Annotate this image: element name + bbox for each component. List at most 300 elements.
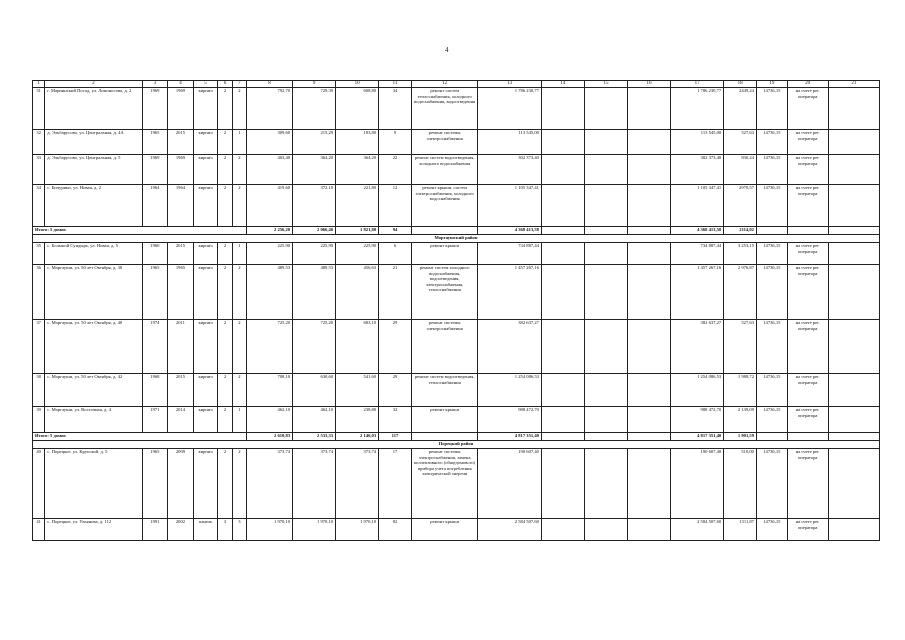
table-cell: на счете рег. оператора [787, 243, 828, 265]
table-cell [828, 243, 879, 265]
table-cell: с. Моргауши, ул. 50 лет Октября, д. 42 [45, 374, 142, 407]
table-cell [541, 243, 584, 265]
table-cell: 1965 [142, 265, 168, 320]
table-cell: 14736,15 [756, 185, 787, 227]
table-cell: 2 [232, 185, 246, 227]
table-cell [828, 519, 879, 541]
table-cell: 1 254 086,53 [670, 374, 723, 407]
table-row [33, 265, 880, 320]
table-cell: с. Моргауши, ул. 50 лет Октября, д. 30 [45, 265, 142, 320]
table-cell: 6 [379, 243, 412, 265]
table-cell: 2 584 507,60 [670, 519, 723, 541]
table-cell: 34 [379, 88, 412, 130]
table-cell [584, 374, 627, 407]
table-cell: 2002 [168, 519, 194, 541]
table-cell: 1969 [168, 155, 194, 185]
table-cell: 14736,15 [756, 449, 787, 519]
table-cell: 13 [478, 81, 541, 88]
table-cell [411, 227, 478, 235]
table-cell: ремонт системы электроснабжения, замена коллективного (общедомового) прибора учета потребления электрической энергии [411, 449, 478, 519]
table-cell: 2 584 507,60 [478, 519, 541, 541]
table-cell: 1 786 230,77 [478, 88, 541, 130]
table-cell: 2 [218, 130, 232, 155]
region-header-row [33, 441, 880, 449]
table-cell: 489,53 [247, 265, 293, 320]
table-cell: 2015 [168, 130, 194, 155]
table-cell: ремонт систем холодного водоснабжения, водоотведения, электроснабжения, теплоснабжения [411, 265, 478, 320]
table-cell [828, 407, 879, 433]
table-cell: кирпич [193, 320, 218, 374]
table-cell [584, 243, 627, 265]
table-cell: 2 139,09 [724, 407, 757, 433]
table-cell: 215,29 [293, 130, 336, 155]
table-cell: 2 976,87 [724, 265, 757, 320]
table-cell: 1 457 267,16 [670, 265, 723, 320]
table-cell: 2 [218, 265, 232, 320]
table-cell [627, 407, 670, 433]
table-cell: 1 105 347,41 [670, 185, 723, 227]
table-row [33, 185, 880, 227]
table-cell [584, 407, 627, 433]
table-cell: 1 970,10 [293, 519, 336, 541]
table-cell: Итого: 5 домов [33, 433, 247, 441]
table-cell: 41 [33, 519, 45, 541]
table-cell: 22 [379, 155, 412, 185]
table-cell: 9 [293, 81, 336, 88]
table-cell: 12 [411, 81, 478, 88]
table-row [33, 449, 880, 519]
table-cell: 225,90 [293, 243, 336, 265]
table-cell: на счете рег. оператора [787, 519, 828, 541]
table-cell: 1 970,10 [247, 519, 293, 541]
table-cell: 2 [218, 243, 232, 265]
table-cell: 302 373,40 [478, 155, 541, 185]
table-cell [584, 130, 627, 155]
table-cell: 373,74 [336, 449, 379, 519]
table-cell: 2449,24 [724, 88, 757, 130]
table-cell: 372,10 [293, 185, 336, 227]
table-cell [627, 519, 670, 541]
table-cell: 29 [379, 320, 412, 374]
table-cell [541, 227, 584, 235]
table-cell: 2 [232, 265, 246, 320]
table-cell: 183,80 [336, 130, 379, 155]
table-cell: 35 [33, 243, 45, 265]
table-cell: 2009 [168, 449, 194, 519]
table-cell: ремонт крыши [411, 407, 478, 433]
table-cell: 2 610,83 [247, 433, 293, 441]
table-cell: с. Порецкое, ул. Крупской, д. 5 [45, 449, 142, 519]
table-cell: 20 [787, 81, 828, 88]
table-cell: 225,90 [247, 243, 293, 265]
table-cell: кирпич [193, 265, 218, 320]
table-cell: ремонт крыши [411, 519, 478, 541]
table-cell: 988 472,70 [478, 407, 541, 433]
table-cell: 11 [379, 81, 412, 88]
table-cell: 117 [379, 433, 412, 441]
table-cell: 1991 [142, 519, 168, 541]
table-cell: 17 [670, 81, 723, 88]
table-cell: 33 [33, 155, 45, 185]
table-cell: 14736,15 [756, 130, 787, 155]
table-cell: на счете рег. оператора [787, 407, 828, 433]
table-cell [584, 155, 627, 185]
table-cell: 302 373,40 [670, 155, 723, 185]
column-number-row [33, 81, 880, 88]
table-cell: 1311,87 [724, 519, 757, 541]
table-cell [541, 155, 584, 185]
table-cell [541, 185, 584, 227]
table-cell [828, 265, 879, 320]
table-cell: ремонт систем водоотведения, холодного водоснабжения [411, 155, 478, 185]
table-cell: 113 545,00 [478, 130, 541, 155]
table-cell [584, 265, 627, 320]
table-cell [828, 433, 879, 441]
table-cell: 364,20 [293, 155, 336, 185]
table-cell: на счете рег. оператора [787, 155, 828, 185]
table-cell [584, 433, 627, 441]
table-cell: 2 [218, 185, 232, 227]
table-cell: 309,60 [247, 130, 293, 155]
table-cell: 21 [828, 81, 879, 88]
table-cell: 34 [33, 185, 45, 227]
table-cell: д. Эльбарусово, ул. Центральная, д. 4А [45, 130, 142, 155]
table-cell: 32 [33, 130, 45, 155]
table-cell: 729,39 [293, 88, 336, 130]
table-cell: 2 [218, 155, 232, 185]
table-cell: 510,00 [724, 449, 757, 519]
table-cell: 9 [379, 130, 412, 155]
table-cell: 988 472,70 [670, 407, 723, 433]
table-cell: д. Эльбарусово, ул. Центральная, д. 5 [45, 155, 142, 185]
table-cell: ремонт систем теплоснабжения, холодного водоснабжения, водоотведения [411, 88, 478, 130]
table-cell: 1 786 230,77 [670, 88, 723, 130]
table-cell: 14736,15 [756, 243, 787, 265]
table-cell: 4 817 351,40 [478, 433, 541, 441]
table-cell [541, 374, 584, 407]
table-cell: 40 [33, 449, 45, 519]
table-cell: на счете рег. оператора [787, 449, 828, 519]
table-cell: 2015 [168, 243, 194, 265]
table-cell: 1 988,72 [724, 374, 757, 407]
table-cell: 2 [218, 407, 232, 433]
table-cell: ремонт систем водоотведения, теплоснабжения [411, 374, 478, 407]
table-cell: 21 [379, 265, 412, 320]
table-cell: 2011 [168, 320, 194, 374]
table-cell: кирпич [193, 449, 218, 519]
page-number: 4 [445, 46, 449, 54]
table-cell [584, 449, 627, 519]
table-cell: 1964 [142, 185, 168, 227]
table-cell: 6 [218, 81, 232, 88]
table-cell: 373,74 [247, 449, 293, 519]
table-cell: 2015 [168, 374, 194, 407]
table-cell: Порецкий район [33, 441, 880, 449]
table-cell: 1965 [168, 265, 194, 320]
table-cell [411, 433, 478, 441]
table-cell: 1 [232, 407, 246, 433]
table-cell: 2 066,40 [293, 227, 336, 235]
region-header-row [33, 235, 880, 243]
table-cell: кирпич [193, 130, 218, 155]
table-cell: кирпич [193, 243, 218, 265]
table-cell [756, 227, 787, 235]
table-cell: 1969 [168, 88, 194, 130]
table-cell: ремонт системы электроснабжения [411, 320, 478, 374]
table-cell: 734 887,44 [670, 243, 723, 265]
table-cell: 113 545,00 [670, 130, 723, 155]
table-cell: 7 [232, 81, 246, 88]
table-cell: на счете рег. оператора [787, 88, 828, 130]
table-cell [584, 88, 627, 130]
table-cell: 1960 [142, 243, 168, 265]
table-cell: 1 [232, 130, 246, 155]
table-cell [787, 227, 828, 235]
table-cell: 19 [756, 81, 787, 88]
table-cell: 1965 [142, 130, 168, 155]
table-row [33, 243, 880, 265]
table-cell: 2970,57 [724, 185, 757, 227]
table-cell: с. Моргауши, ул. Восточная, д. 4 [45, 407, 142, 433]
table-cell: 2 [232, 374, 246, 407]
table-cell [787, 433, 828, 441]
table-row [33, 320, 880, 374]
table-cell: 2 [232, 88, 246, 130]
table-cell [584, 519, 627, 541]
table-cell: 725,20 [293, 320, 336, 374]
table-cell: кирпич [193, 407, 218, 433]
table-cell: 4 368 413,58 [670, 227, 723, 235]
table-cell [627, 227, 670, 235]
table-cell [541, 519, 584, 541]
table-cell [584, 320, 627, 374]
table-cell: 10 [336, 81, 379, 88]
table-cell [584, 227, 627, 235]
table-cell: 2 [218, 320, 232, 374]
table-cell: панель [193, 519, 218, 541]
table-cell: 2 146,03 [336, 433, 379, 441]
table-cell: 1971 [142, 407, 168, 433]
table-cell: Итого: 5 домов [33, 227, 247, 235]
table-cell: кирпич [193, 374, 218, 407]
table-cell: г. Мариинский Посад, ул. Ломоносова, д. 2 [45, 88, 142, 130]
table-cell: 541,60 [336, 374, 379, 407]
table-cell: 2014 [168, 407, 194, 433]
table-cell: 382 637,27 [478, 320, 541, 374]
table-cell: 5 [193, 81, 218, 88]
repair-register-table [32, 80, 880, 541]
table-cell: 225,90 [336, 243, 379, 265]
table-cell [627, 88, 670, 130]
total-row [33, 227, 880, 235]
table-cell: 4 368 413,58 [478, 227, 541, 235]
table-cell: 36 [33, 265, 45, 320]
table-cell: 14736,15 [756, 519, 787, 541]
table-cell: 1974 [142, 320, 168, 374]
table-cell: 14736,15 [756, 320, 787, 374]
table-cell: 630,60 [293, 374, 336, 407]
table-cell [541, 407, 584, 433]
table-cell: 830,24 [724, 155, 757, 185]
table-cell: 1 105 347,41 [478, 185, 541, 227]
table-cell: 14736,15 [756, 265, 787, 320]
table-cell: 15 [584, 81, 627, 88]
table-cell: 14736,15 [756, 155, 787, 185]
table-cell: ремонт крыши [411, 243, 478, 265]
table-cell [828, 185, 879, 227]
table-cell [627, 449, 670, 519]
table-row [33, 130, 880, 155]
table-cell: 708,10 [247, 374, 293, 407]
table-cell: 32 [379, 407, 412, 433]
table-cell: кирпич [193, 88, 218, 130]
table-cell: 3 [218, 519, 232, 541]
table-cell: 238,80 [336, 407, 379, 433]
table-cell: 1968 [142, 374, 168, 407]
table-cell [541, 320, 584, 374]
table-cell: 527,63 [724, 320, 757, 374]
table-cell: 18 [724, 81, 757, 88]
table-cell: на счете рег. оператора [787, 320, 828, 374]
table-cell: 2 [218, 374, 232, 407]
table-cell [627, 243, 670, 265]
table-cell: 456,63 [336, 265, 379, 320]
table-cell: 2 [218, 88, 232, 130]
table-cell: 94 [379, 227, 412, 235]
table-cell: 1969 [142, 88, 168, 130]
table-cell: 725,20 [247, 320, 293, 374]
table-cell: 1 254 086,53 [478, 374, 541, 407]
table-cell [627, 265, 670, 320]
table-cell: 2 533,33 [293, 433, 336, 441]
table-cell: 14736,15 [756, 374, 787, 407]
table-cell: 2 [45, 81, 142, 88]
table-cell: с. Бичурино, ул. Новая, д. 2 [45, 185, 142, 227]
table-cell [627, 433, 670, 441]
table-cell: 1 901,59 [724, 433, 757, 441]
table-cell: 31 [33, 88, 45, 130]
table-cell: 2 [218, 449, 232, 519]
table-cell: 1969 [142, 155, 168, 185]
table-cell: 39 [33, 407, 45, 433]
table-cell: 190 607,40 [478, 449, 541, 519]
table-cell: 1 [33, 81, 45, 88]
table-cell [584, 185, 627, 227]
table-row [33, 88, 880, 130]
table-cell: с. Порецкое, ул. Ульянова, д. 112 [45, 519, 142, 541]
table-cell: 1965 [142, 449, 168, 519]
table-cell [828, 130, 879, 155]
table-cell: 364,20 [336, 155, 379, 185]
table-cell: кирпич [193, 155, 218, 185]
table-cell: 1 [232, 243, 246, 265]
table-cell: на счете рег. оператора [787, 265, 828, 320]
table-cell: 489,53 [293, 265, 336, 320]
table-cell: 403,40 [247, 155, 293, 185]
table-cell: 382 637,27 [670, 320, 723, 374]
total-row [33, 433, 880, 441]
table-cell: 462,10 [247, 407, 293, 433]
table-cell: 14736,15 [756, 407, 787, 433]
table-cell: кирпич [193, 185, 218, 227]
table-cell: 1964 [168, 185, 194, 227]
table-cell: 2 [232, 449, 246, 519]
table-cell: 14736,15 [756, 88, 787, 130]
table-cell: 16 [627, 81, 670, 88]
table-cell [541, 130, 584, 155]
table-cell [627, 374, 670, 407]
table-cell: 82 [379, 519, 412, 541]
table-cell: 12 [379, 185, 412, 227]
table-cell: Моргаушский район [33, 235, 880, 243]
table-cell: 4 817 351,40 [670, 433, 723, 441]
table-cell: 2 [232, 320, 246, 374]
table-cell: 37 [33, 320, 45, 374]
table-cell: 4 [168, 81, 194, 88]
table-cell [828, 374, 879, 407]
table-cell [756, 433, 787, 441]
table-cell: 462,10 [293, 407, 336, 433]
table-row [33, 374, 880, 407]
table-cell: 14 [541, 81, 584, 88]
table-cell: 1 821,80 [336, 227, 379, 235]
table-cell [541, 449, 584, 519]
table-cell [627, 155, 670, 185]
table-row [33, 519, 880, 541]
table-cell: на счете рег. оператора [787, 185, 828, 227]
table-cell: 373,74 [293, 449, 336, 519]
table-cell [627, 320, 670, 374]
table-cell: 3 [142, 81, 168, 88]
table-cell: 8 [247, 81, 293, 88]
table-cell: 221,80 [336, 185, 379, 227]
table-cell: на счете рег. оператора [787, 130, 828, 155]
table-cell: 2114,02 [724, 227, 757, 235]
table-cell: 2 [232, 155, 246, 185]
table-cell [828, 88, 879, 130]
table-cell: 17 [379, 449, 412, 519]
table-cell: 3 253,15 [724, 243, 757, 265]
table-cell: 2 256,20 [247, 227, 293, 235]
table-cell: 1 457 267,16 [478, 265, 541, 320]
table-cell: на счете рег. оператора [787, 374, 828, 407]
table-cell: с. Большой Сундырь, ул. Новая, д. 5 [45, 243, 142, 265]
table-cell [541, 88, 584, 130]
table-row [33, 407, 880, 433]
table-cell: 419,60 [247, 185, 293, 227]
table-cell [627, 130, 670, 155]
table-cell: 683,10 [336, 320, 379, 374]
table-cell: 608,80 [336, 88, 379, 130]
table-cell: с. Моргауши, ул. 50 лет Октября, д. 40 [45, 320, 142, 374]
table-cell: 190 607,40 [670, 449, 723, 519]
table-cell: 29 [379, 374, 412, 407]
table-cell [828, 227, 879, 235]
table-cell: 527,63 [724, 130, 757, 155]
table-row [33, 155, 880, 185]
table-cell [627, 185, 670, 227]
table-cell [541, 265, 584, 320]
table-cell [541, 433, 584, 441]
table-cell [828, 320, 879, 374]
table-cell [828, 449, 879, 519]
table-cell: ремонт системы электроснабжения [411, 130, 478, 155]
table-cell: 3 [232, 519, 246, 541]
table-cell: 734 887,44 [478, 243, 541, 265]
table-cell: ремонт крыши, систем электроснабжения, холодного водоснабжения [411, 185, 478, 227]
table-cell: 1 970,10 [336, 519, 379, 541]
table-cell: 792,70 [247, 88, 293, 130]
